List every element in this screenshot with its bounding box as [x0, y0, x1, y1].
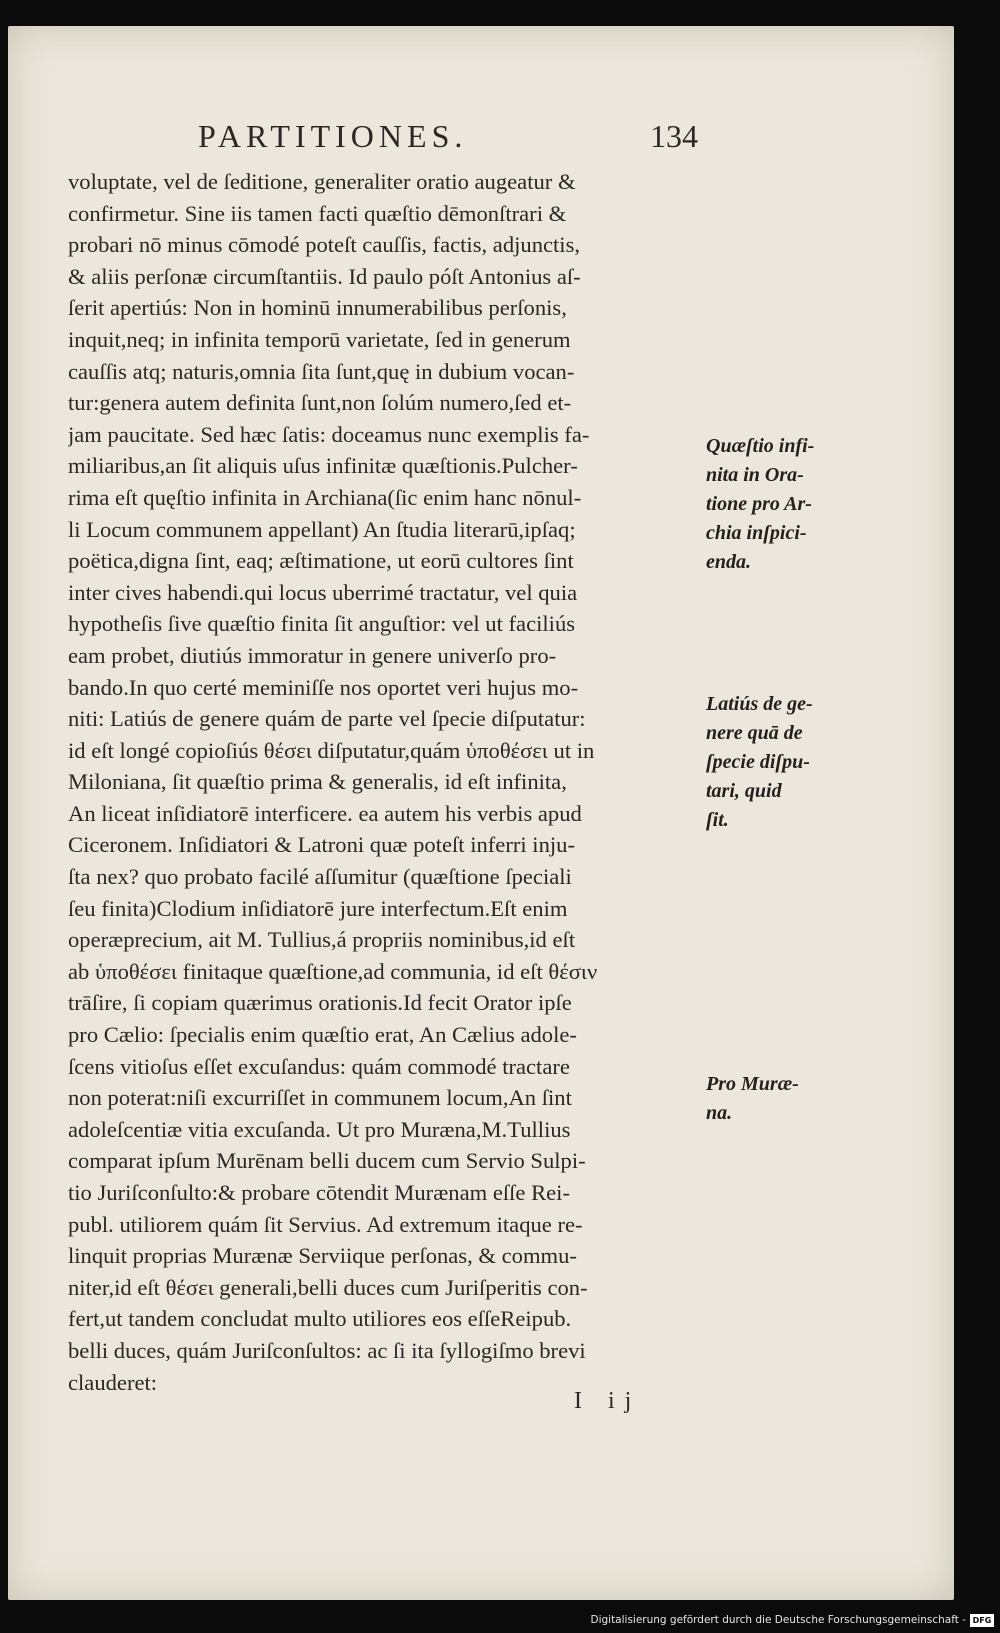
margin-note-line: Quæſtio infi-	[706, 435, 815, 457]
text-line: clauderet:	[68, 1369, 158, 1395]
text-line: & aliis perſonæ circumſtantiis. Id paulo póſt Antonius aſ-	[68, 263, 581, 289]
text-line: inter cives habendi.qui locus uberrimé tractatur, vel quia	[68, 579, 578, 605]
signature-mark: I ij	[574, 1388, 642, 1414]
text-line: id eſt longé copioſiús θέσει diſputatur,quám ὑποθέσει ut in	[68, 737, 595, 763]
text-line: poëtica,digna ſint, eaq; æſtimatione, ut eorū cultores ſint	[68, 548, 574, 574]
text-line: rima eſt quęſtio infinita in Archiana(ſic enim hanc nōnul-	[68, 484, 582, 510]
margin-note-pro-murena	[706, 1070, 856, 1128]
text-line: publ. utiliorem quám ſit Servius. Ad extremum itaque re-	[68, 1211, 583, 1237]
text-line: cauſſis atq; naturis,omnia ſita ſunt,quę in dubium vocan-	[68, 358, 575, 384]
page-number: 134	[650, 118, 698, 154]
margin-note-line: ſit.	[706, 809, 729, 831]
text-line: trāſire, ſi copiam quærimus orationis.Id fecit Orator ipſe	[68, 990, 572, 1016]
margin-note-line: Pro Muræ-	[706, 1073, 799, 1095]
text-line: niter,id eſt θέσει generali,belli duces cum Juriſperitis con-	[68, 1274, 588, 1300]
text-line: pro Cælio: ſpecialis enim quæſtio erat, An Cælius adole-	[68, 1022, 577, 1048]
text-line: tur:genera autem definita ſunt,non ſolúm numero,ſed et-	[68, 390, 572, 416]
text-line: voluptate, vel de ſeditione, generaliter oratio augeatur &	[68, 169, 576, 194]
text-line: adoleſcentiæ vitia excuſanda. Ut pro Muræna,M.Tullius	[68, 1116, 571, 1142]
text-line: probari nō minus cōmodé poteſt cauſſis, factis, adjunctis,	[68, 232, 581, 258]
text-line: non poterat:niſi excurriſſet in communem locum,An ſint	[68, 1085, 572, 1111]
text-line: ſta nex? quo probato facilé aſſumitur (quæſtione ſpeciali	[68, 864, 572, 890]
text-line: li Locum communem appellant) An ſtudia literarū,ipſaq;	[68, 516, 576, 542]
text-line: fert,ut tandem concludat multo utiliores eos eſſeReipub.	[68, 1306, 572, 1332]
text-line: tio Juriſconſulto:& probare cōtendit Murænam eſſe Rei-	[68, 1180, 570, 1205]
margin-note-line: tione pro Ar-	[706, 493, 812, 515]
dfg-logo: DFG	[970, 1614, 994, 1627]
margin-note-line: Latiús de ge-	[706, 693, 813, 715]
margin-note-line: na.	[706, 1102, 733, 1124]
margin-note-line: chia inſpici-	[706, 522, 807, 544]
margin-note-line: tari, quid	[706, 780, 782, 802]
body-text	[68, 166, 704, 1398]
text-line: operæprecium, ait M. Tullius,á propriis nominibus,id eſt	[68, 927, 576, 953]
text-line: bando.In quo certé meminiſſe nos oportet veri hujus mo-	[68, 674, 579, 700]
text-line: Ciceronem. Inſidiatori & Latroni quæ poteſt inferri inju-	[68, 832, 575, 858]
text-line: jam paucitate. Sed hæc ſatis: doceamus nunc exemplis fa-	[68, 421, 590, 447]
text-line: ſeu finita)Clodium inſidiatorē jure interfectum.Eſt enim	[68, 895, 568, 921]
text-line: ſcens vitioſus eſſet excuſandus: quám commodé tractare	[68, 1053, 570, 1079]
margin-note-line: nere quā de	[706, 722, 803, 744]
text-line: inquit,neq; in infinita temporū varietate, ſed in generum	[68, 326, 571, 352]
text-line: ſerit apertiús: Non in hominū innumerabilibus perſonis,	[68, 295, 567, 321]
footer-credit: Digitalisierung gefördert durch die Deutsche Forschungsgemeinschaft -	[590, 1614, 966, 1626]
margin-note-latius-de-genere	[706, 690, 856, 835]
text-line: miliaribus,an ſit aliquis uſus infinitæ quæſtionis.Pulcher-	[68, 453, 578, 479]
text-line: niti: Latiús de genere quám de parte vel ſpecie diſputatur:	[68, 706, 586, 732]
text-line: belli duces, quám Juriſconſultos: ac ſi ita ſyllogiſmo brevi	[68, 1337, 586, 1363]
text-line: linquit proprias Murænæ Serviique perſonas, & commu-	[68, 1243, 577, 1269]
text-line: An liceat inſidiatorē interficere. ea autem his verbis apud	[68, 800, 582, 826]
margin-note-line: nita in Ora-	[706, 464, 804, 486]
margin-note-quaestio-infinita	[706, 432, 856, 577]
text-line: confirmetur. Sine iis tamen facti quæſtio dēmonſtrari &	[68, 200, 567, 226]
text-line: comparat ipſum Murēnam belli ducem cum Servio Sulpi-	[68, 1148, 586, 1174]
margin-note-line: ſpecie diſpu-	[706, 751, 810, 773]
text-line: ab ὑποθέσει finitaque quæſtione,ad communia, id eſt θέσιν	[68, 958, 598, 984]
running-title: PARTITIONES.	[198, 118, 468, 154]
margin-note-line: enda.	[706, 551, 751, 573]
text-line: eam probet, diutiús immoratur in genere univerſo pro-	[68, 642, 557, 668]
text-line: hypotheſis ſive quæſtio finita ſit anguſtior: vel ut faciliús	[68, 611, 576, 637]
text-line: Miloniana, ſit quæſtio prima & generalis, id eſt infinita,	[68, 769, 567, 795]
